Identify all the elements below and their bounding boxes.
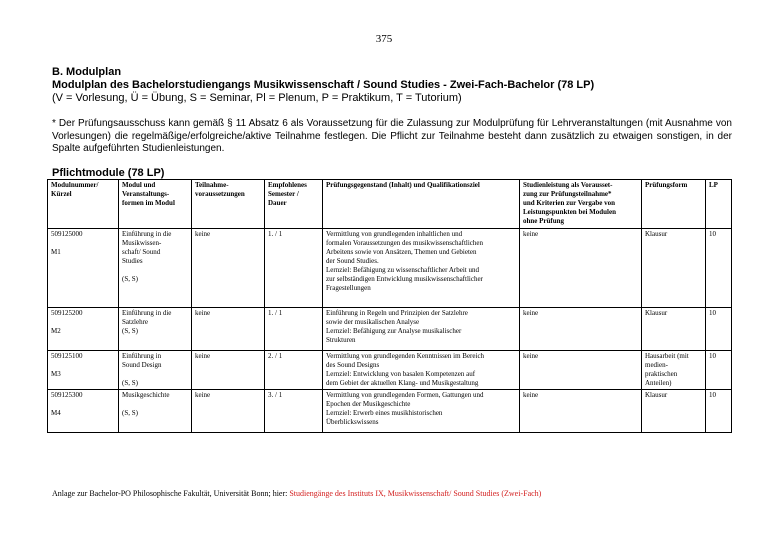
text-line: zur selbständigen Entwicklung musikwissenschaftlicher — [326, 275, 483, 283]
prerequisites-cell: keine — [192, 308, 265, 351]
header-coursework — [520, 180, 642, 229]
semester-cell: 1. / 1 — [265, 308, 323, 351]
course-forms: (S, S) — [122, 379, 138, 387]
text-line: Empfohlenes — [268, 181, 307, 189]
text-line: sowie der musikalischen Analyse — [326, 318, 420, 326]
header-exam-form — [642, 180, 706, 229]
table-row — [48, 351, 732, 390]
text-line: Leistungspunkten bei Modulen — [523, 208, 616, 216]
page-number: 375 — [375, 33, 393, 45]
text-line: Einführung in die — [122, 230, 172, 238]
text-line: praktischen — [645, 370, 678, 378]
module-name — [122, 352, 188, 370]
module-number: 509125300 — [51, 391, 83, 399]
table-row — [48, 390, 732, 433]
module-short: M1 — [51, 248, 61, 256]
lp-cell: 10 — [706, 229, 732, 308]
module-name-cell — [119, 308, 192, 351]
heading-block — [52, 66, 732, 105]
prerequisites-cell: keine — [192, 390, 265, 433]
text-line: Einführung in — [122, 352, 162, 360]
lp-cell: 10 — [706, 390, 732, 433]
table-row — [48, 229, 732, 308]
text-line: Lernziel: Befähigung zu wissenschaftlicher Arbeit und — [326, 266, 479, 274]
text-line: Vermittlung von grundlegenden inhaltlichen und — [326, 230, 463, 238]
footer-program-link: Studiengänge des Instituts IX, Musikwissenschaft/ Sound Studies (Zwei-Fach) — [289, 489, 542, 498]
text-line: Einführung in Regeln und Prinzipien der Satzlehre — [326, 309, 468, 317]
coursework-cell: keine — [520, 308, 642, 351]
abbreviation-legend: (V = Vorlesung, Ü = Übung, S = Seminar, Pl = Plenum, P = Praktikum, T = Tutorium) — [52, 92, 462, 104]
text-line: Musikgeschichte — [122, 391, 170, 399]
text-line: Teilnahme- — [195, 181, 229, 189]
text-line: Semester / — [268, 190, 299, 198]
module-number-cell — [48, 390, 119, 433]
module-number-cell — [48, 351, 119, 390]
module-name-cell — [119, 229, 192, 308]
module-short: M3 — [51, 370, 61, 378]
module-short: M2 — [51, 327, 61, 335]
text-line: Lernziel: Erwerb eines musikhistorischen — [326, 409, 443, 417]
header-content — [323, 180, 520, 229]
text-line: zung zur Prüfungsteilnahme* — [523, 190, 612, 198]
course-forms: (S, S) — [122, 327, 138, 335]
text-line: Veranstaltungs- — [122, 190, 170, 198]
header-semester — [265, 180, 323, 229]
document-title: Modulplan des Bachelorstudiengangs Musikwissenschaft / Sound Studies - Zwei-Fach-Bachelor (78 LP) — [52, 79, 595, 91]
text-line: Strukturen — [326, 336, 356, 344]
text-line: Musikwissen- — [122, 239, 162, 247]
module-name-cell — [119, 351, 192, 390]
content-cell — [323, 229, 520, 308]
text-line: Kürzel — [51, 190, 72, 198]
content-cell — [323, 351, 520, 390]
text-line: des Sound Designs — [326, 361, 380, 369]
coursework-cell: keine — [520, 390, 642, 433]
module-number-cell — [48, 229, 119, 308]
section-heading: B. Modulplan — [52, 66, 122, 78]
table-header-row — [48, 180, 732, 229]
text-line: Studies — [122, 257, 143, 265]
course-forms: (S, S) — [122, 275, 138, 283]
text-line: formen im Modul — [122, 199, 175, 207]
coursework-cell: keine — [520, 351, 642, 390]
course-forms: (S, S) — [122, 409, 138, 417]
text-line: Modul und — [122, 181, 156, 189]
module-number: 509125100 — [51, 352, 83, 360]
exam-form-cell — [642, 390, 706, 433]
text-line: Lernziel: Entwicklung von basalen Kompetenzen auf — [326, 370, 476, 378]
module-number-cell — [48, 308, 119, 351]
table-row — [48, 308, 732, 351]
text-line: Satzlehre — [122, 318, 149, 326]
prerequisites-cell: keine — [192, 229, 265, 308]
module-table — [47, 179, 732, 433]
text-line: Sound Design — [122, 361, 162, 369]
text-line: Einführung in die — [122, 309, 172, 317]
text-line: der Sound Studies. — [326, 257, 379, 265]
text-line: Studienleistung als Vorausset- — [523, 181, 613, 189]
exam-form-cell — [642, 229, 706, 308]
exam-form-cell — [642, 351, 706, 390]
text-line: dem Gebiet der aktuellen Klang- und Musikgestaltung — [326, 379, 479, 387]
text-line: Fragestellungen — [326, 284, 371, 292]
module-number: 509125200 — [51, 309, 83, 317]
semester-cell: 2. / 1 — [265, 351, 323, 390]
semester-cell: 1. / 1 — [265, 229, 323, 308]
exam-form-cell — [642, 308, 706, 351]
module-name — [122, 309, 188, 327]
text-line: Prüfungsform — [645, 181, 688, 189]
module-number: 509125000 — [51, 230, 83, 238]
text-line: Dauer — [268, 199, 287, 207]
text-line: voraussetzungen — [195, 190, 245, 198]
text-line: Lernziel: Befähigung zur Analyse musikalischer — [326, 327, 462, 335]
text-line: Klausur — [645, 230, 668, 238]
footnote-text: * Der Prüfungsausschuss kann gemäß § 11 Absatz 6 als Voraussetzung für die Zulassung zur Modulprüfung für Lehrveranstaltungen (mit Ausnahme von Vorlesungen) die regelmäßige/erfolgreiche/aktive Teilnahme festlegen. Die Pflicht zur Teilnahme besteht dann zusätzlich zu etwaigen sonstigen, in der Spalte aufgeführten Studienleistungen. — [52, 118, 732, 154]
header-prerequisites — [192, 180, 265, 229]
text-line: Anteilen) — [645, 379, 672, 387]
text-line: Arbeitens sowie von Ansätzen, Themen und Gebieten — [326, 248, 477, 256]
text-line: ohne Prüfung — [523, 217, 565, 225]
text-line: LP — [709, 181, 718, 189]
text-line: Hausarbeit (mit — [645, 352, 689, 360]
text-line: und Kriterien zur Vergabe von — [523, 199, 616, 207]
section-title: Pflichtmodule (78 LP) — [52, 167, 165, 179]
semester-cell: 3. / 1 — [265, 390, 323, 433]
module-name-cell — [119, 390, 192, 433]
text-line: Klausur — [645, 309, 668, 317]
prerequisites-cell: keine — [192, 351, 265, 390]
page-footer — [52, 489, 752, 498]
content-cell — [323, 308, 520, 351]
text-line: Vermittlung von grundlegenden Formen, Gattungen und — [326, 391, 484, 399]
header-module-forms — [119, 180, 192, 229]
header-lp — [706, 180, 732, 229]
text-line: schaft/ Sound — [122, 248, 161, 256]
text-line: medien- — [645, 361, 668, 369]
text-line: formalen Voraussetzungen des musikwissenschaftlichen — [326, 239, 484, 247]
header-module-number — [48, 180, 119, 229]
content-cell — [323, 390, 520, 433]
lp-cell: 10 — [706, 351, 732, 390]
footer-text: Anlage zur Bachelor-PO Philosophische Fakultät, Universität Bonn; hier: — [52, 489, 290, 498]
text-line: Prüfungsgegenstand (Inhalt) und Qualifikationsziel — [326, 181, 480, 189]
text-line: Epochen der Musikgeschichte — [326, 400, 411, 408]
text-line: Modulnummer/ — [51, 181, 99, 189]
module-short: M4 — [51, 409, 61, 417]
coursework-cell: keine — [520, 229, 642, 308]
text-line: Vermittlung von grundlegenden Kenntnissen im Bereich — [326, 352, 485, 360]
module-name — [122, 391, 188, 400]
lp-cell: 10 — [706, 308, 732, 351]
text-line: Überblickswissens — [326, 418, 379, 426]
module-name — [122, 230, 188, 266]
text-line: Klausur — [645, 391, 668, 399]
